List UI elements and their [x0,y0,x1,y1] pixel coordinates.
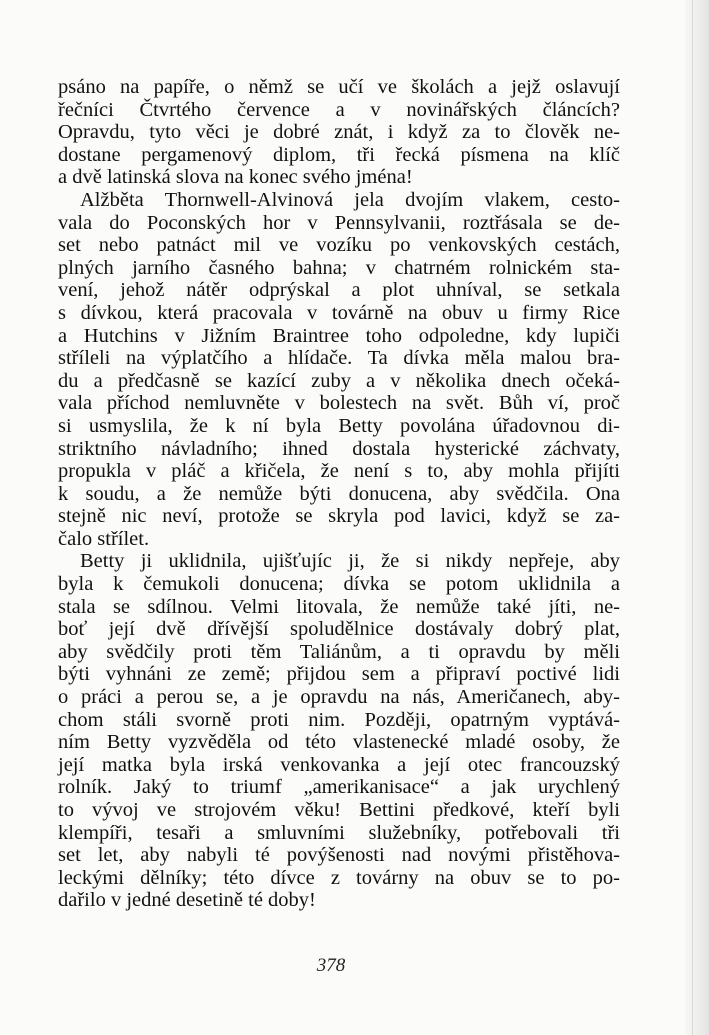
body-text [58,76,620,912]
text-line: propukla v pláč a křičela, že není s to, aby mohla přijíti [58,460,620,483]
text-line: vala příchod nemluvněte v bolestech na svět. Bůh ví, proč [58,392,620,415]
text-line: chom stáli svorně proti nim. Později, opatrným vyptává- [58,708,620,731]
text-line: si usmyslila, že k ní byla Betty povolána úřadovnou di- [58,414,620,437]
paragraph-2 [58,189,620,551]
text-line: set nebo patnáct mil ve vozíku po venkovských cestách, [58,234,620,257]
text-line: a Hutchins v Jižním Braintree toho odpoledne, kdy lupiči [58,324,620,347]
text-line: stejně nic neví, protože se skryla pod lavici, když se za- [58,505,620,528]
text-line: její matka byla irská venkovanka a její otec francouzský [58,753,620,776]
text-line: ním Betty vyzvěděla od této vlastenecké mladé osoby, že [58,731,620,754]
text-line: čalo střílet. [58,527,150,550]
text-line: to vývoj ve strojovém věku! Bettini předkové, kteří byli [58,799,620,821]
text-line: striktního návladního; ihned dostala hysterické záchvaty, [58,437,620,460]
text-line: stala se sdílnou. Velmi litovala, že nemůže také jíti, ne- [58,595,620,618]
text-line: dařilo v jedné desetině té doby! [58,889,316,912]
text-line: psáno na papíře, o němž se učí ve školách a jejž oslavují [58,76,620,98]
text-line: dostane pergamenový diplom, tři řecká písmena na klíč [58,143,620,166]
text-line: vení, jehož nátěr odprýskal a plot uhníval, se setkala [58,279,620,302]
text-line: leckými dělníky; této dívce z továrny na obuv se to po- [58,866,620,889]
text-line: o práci a perou se, a je opravdu na nás, Američanech, aby- [58,686,620,709]
text-line: byla k čemukoli donucena; dívka se potom uklidnila a [58,573,620,596]
text-line: boť její dvě dřívější spoludělnice dostávaly dobrý plat, [58,618,620,641]
text-line: klempíři, tesaři a smluvními služebníky, potřebovali tři [58,821,620,844]
text-line: s dívkou, která pracovala v továrně na obuv u firmy Rice [58,301,620,324]
text-line: set let, aby nabyli té povýšenosti nad novými přistěhova- [58,844,620,867]
text-line: Opravdu, tyto věci je dobré znát, i když za to člověk ne- [58,121,620,144]
text-line: rolník. Jaký to triumf „amerikanisace“ a jak urychlený [58,776,620,799]
paragraph-3 [58,550,620,912]
text-line: k soudu, a že nemůže býti donucena, aby svědčila. Ona [58,482,620,505]
paragraph-1 [58,76,620,189]
text-line: plných jarního časného bahna; v chatrném rolnickém sta- [58,256,620,279]
text-line: a dvě latinská slova na konec svého jména! [58,166,413,189]
text-line: Alžběta Thornwell-Alvinová jela dvojím vlakem, cesto- [80,188,620,211]
text-line: aby svědčily proti těm Taliánům, a ti opravdu by měli [58,640,620,663]
text-line: Betty ji uklidnila, ujišťujíc ji, že si nikdy nepřeje, aby [80,550,620,573]
page-edge-line [692,0,693,1035]
text-line: stříleli na výplatčího a hlídače. Ta dívka měla malou bra- [58,347,620,370]
text-line: býti vyhnáni ze země; přijdou sem a připraví poctivé lidi [58,663,620,686]
text-line: du a předčasně se kazící zuby a v několika dnech očeká- [58,369,620,392]
text-line: řečníci Čtvrtého července a v novinářských článcích? [58,98,620,121]
book-spine-shadow [685,0,709,1035]
text-line: vala do Poconských hor v Pennsylvanii, roztřásala se de- [58,211,620,234]
page-number: 378 [316,955,346,976]
